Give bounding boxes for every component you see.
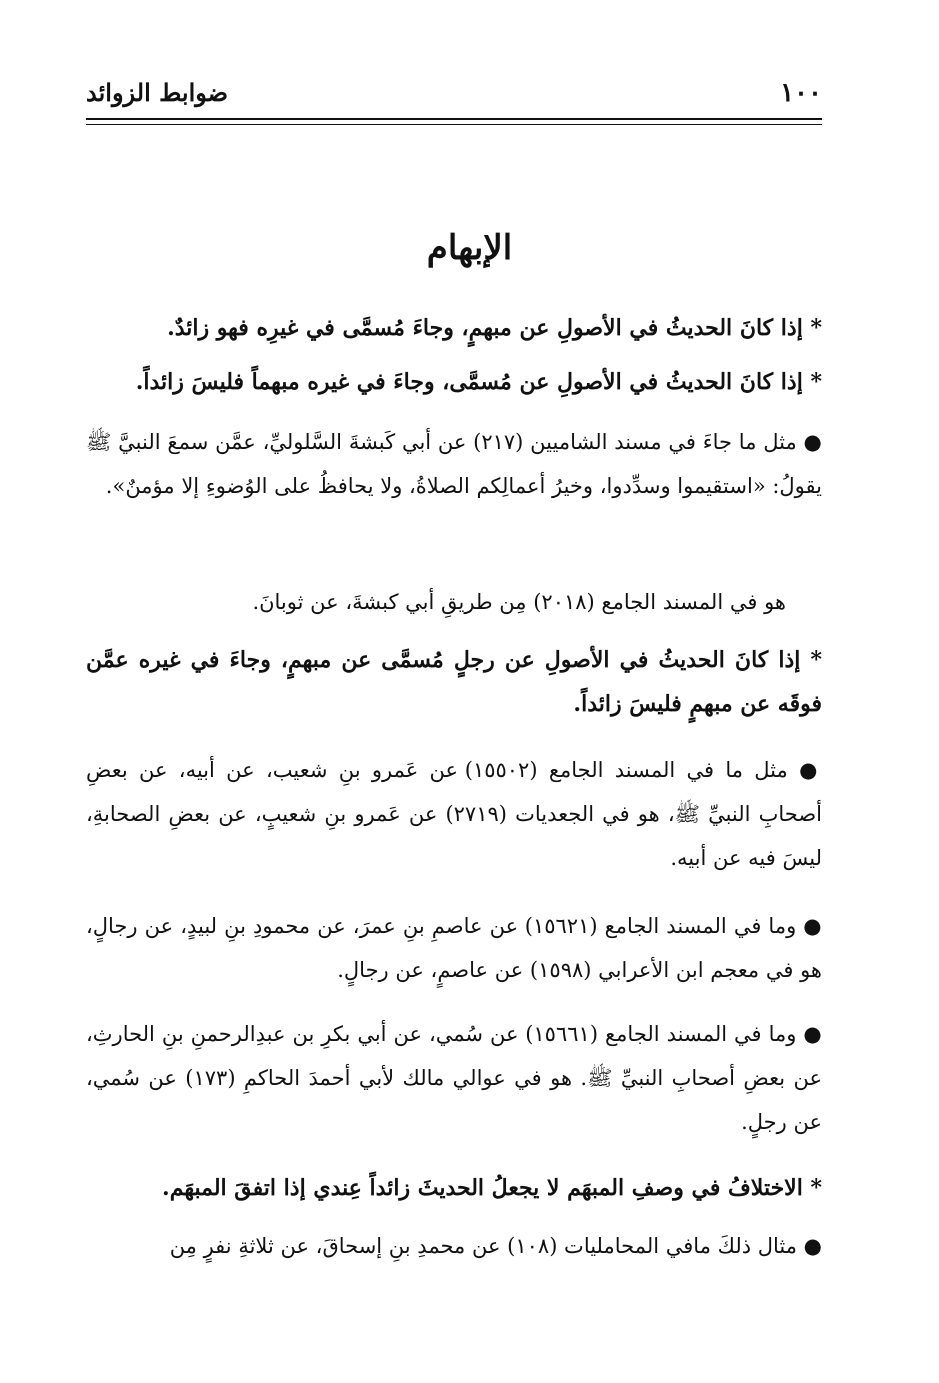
example-paragraph: ● مثل ما جاءَ في مسند الشاميين (٢١٧) عن أبي كَبشةَ السَّلوليِّ، عمَّن سمعَ النبيَّ ﷺ يقولُ: «استقيموا وسدِّدوا، وخيرُ أعمالِكم الصلاةُ، ولا يحافظُ على الوُضوءِ إلا مؤمنٌ».	[86, 430, 822, 498]
example-paragraph: ● وما في المسند الجامع (١٥٦٢١) عن عاصمِ بنِ عمرَ، عن محمودِ بنِ لبيدٍ، عن رجالٍ، هو في معجم ابن الأعرابي (١٥٩٨) عن عاصمٍ، عن رجالٍ.	[86, 914, 822, 982]
rule-statement: * إذا كانَ الحديثُ في الأصولِ عن رجلٍ مُسمَّى عن مبهمٍ، وجاءَ في غيره عمَّن فوقَه عن مبهمٍ فليسَ زائداً.	[86, 647, 822, 717]
section-heading: الإبهام	[426, 228, 513, 268]
page-number: ١٠٠	[780, 78, 822, 108]
example-paragraph: ● مثل ما في المسند الجامع (١٥٥٠٢) عن عَمرو بنِ شعيب، عن أبيه، عن بعضِ أصحابِ النبيِّ ﷺ، هو في الجعديات (٢٧١٩) عن عَمرو بنِ شعيبٍ، عن بعضِ الصحابةِ، ليسَ فيه عن أبيه.	[86, 758, 823, 870]
rule-statement: * إذا كانَ الحديثُ في الأصولِ عن مبهمٍ، وجاءَ مُسمَّى في غيرِه فهو زائدٌ.	[167, 315, 822, 341]
rule-statement: * الاختلافُ في وصفِ المبهَم لا يجعلُ الحديثَ زائداً عِندي إذا اتفقَ المبهَم.	[162, 1175, 822, 1201]
header-rule-thin	[86, 124, 822, 125]
running-title: ضوابط الزوائد	[86, 78, 229, 107]
page-header	[86, 78, 822, 116]
rule-statement: * إذا كانَ الحديثُ في الأصولِ عن مُسمَّى، وجاءَ في غيره مبهماً فليسَ زائداً.	[135, 369, 822, 395]
example-paragraph: هو في المسند الجامع (٢٠١٨) مِن طريقِ أبي كبشةَ، عن ثوبانَ.	[252, 590, 786, 614]
header-rule	[86, 118, 822, 120]
example-paragraph: ● وما في المسند الجامع (١٥٦٦١) عن سُمي، عن أبي بكرِ بن عبدِالرحمنِ بنِ الحارثِ، عن بعضِ أصحابِ النبيِّ ﷺ. هو في عوالي مالك لأبي أحمدَ الحاكمِ (١٧٣) عن سُمي، عن رجلٍ.	[86, 1022, 822, 1134]
example-paragraph: ● مثال ذلكَ مافي المحامليات (١٠٨) عن محمدِ بنِ إسحاقَ، عن ثلاثةِ نفرٍ مِن	[169, 1234, 822, 1258]
